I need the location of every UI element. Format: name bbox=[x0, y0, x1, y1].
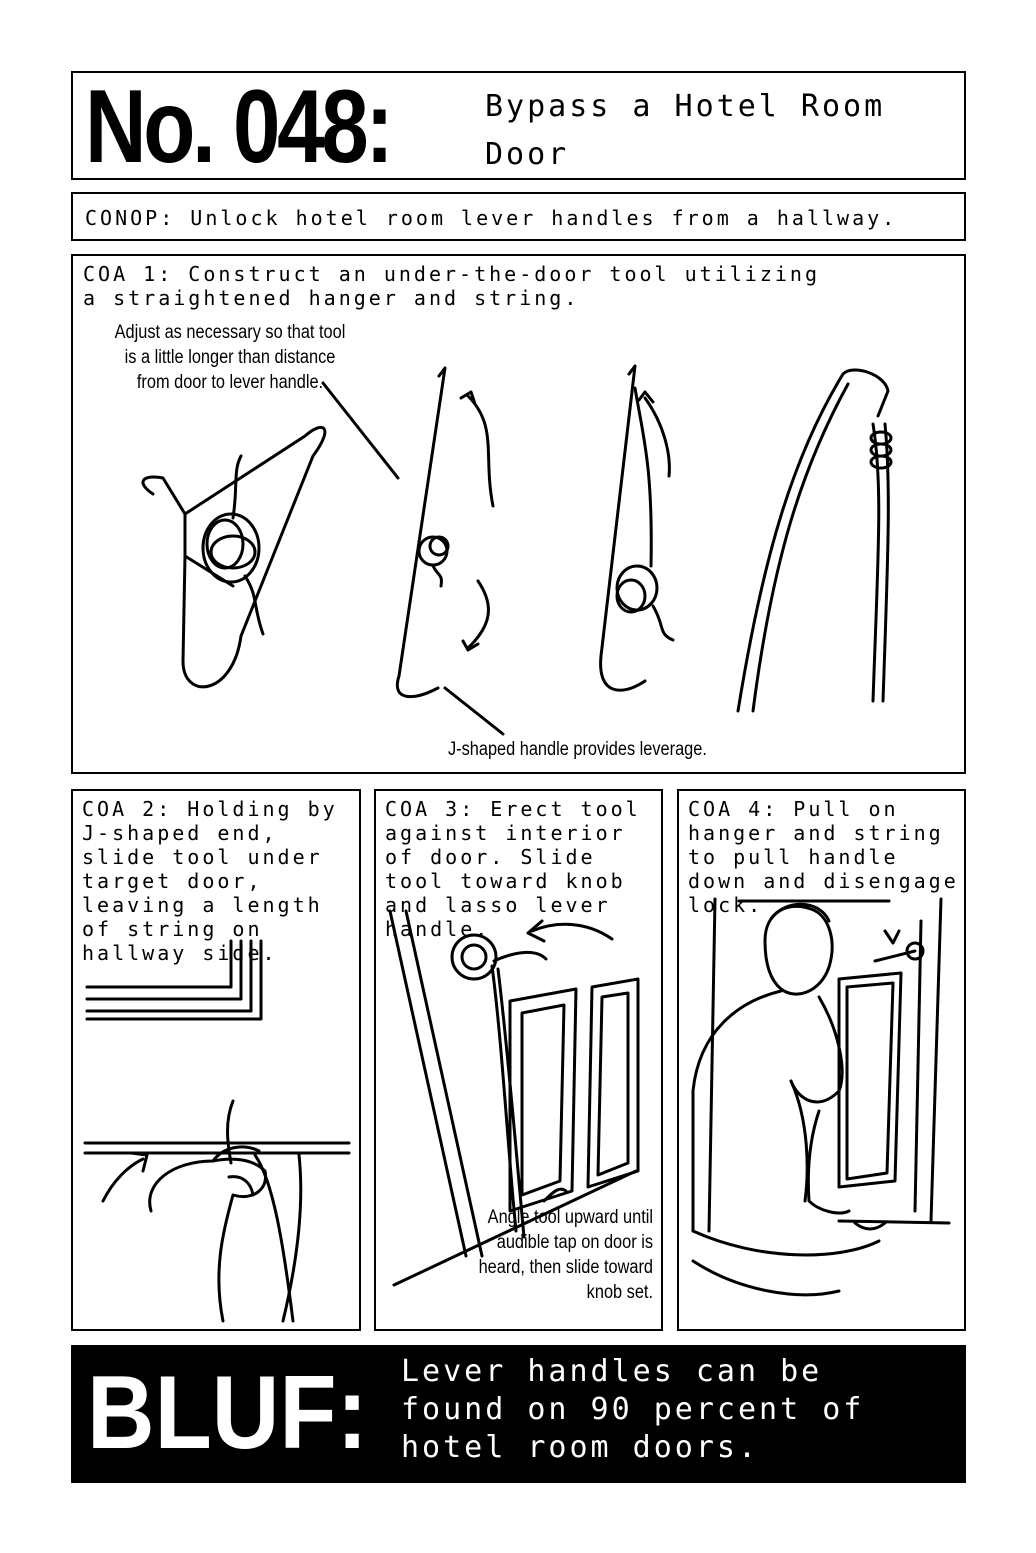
bluf-label: BLUF: bbox=[87, 1355, 368, 1471]
bluf-text: Lever handles can be found on 90 percent of hotel room doors. bbox=[401, 1354, 865, 1465]
coa3-heading: COA 3: Erect tool against interior of door. Slide tool toward knob and lasso lever handle. bbox=[385, 797, 641, 941]
conop-box bbox=[71, 192, 966, 241]
coa2-panel bbox=[71, 789, 361, 1331]
kneeling-man-illustration bbox=[679, 791, 968, 1333]
hanger-illustration bbox=[73, 256, 968, 776]
coa3-caption: Angle tool upward until audible tap on door is heard, then slide toward knob set. bbox=[478, 1207, 653, 1303]
coa1-panel bbox=[71, 254, 966, 774]
hand-illustration bbox=[73, 791, 363, 1333]
bluf-banner bbox=[71, 1345, 966, 1483]
coa1-handle-caption: J-shaped handle provides leverage. bbox=[448, 739, 707, 760]
header-box bbox=[71, 69, 966, 185]
coa4-panel bbox=[677, 789, 966, 1331]
coa2-heading: COA 2: Holding by J-shaped end, slide tool under target door, leaving a length of string on hallway side. bbox=[82, 797, 338, 965]
coa1-adjust-caption: Adjust as necessary so that tool is a little longer than distance from door to lever handle. bbox=[114, 322, 346, 393]
entry-number: No. 048: bbox=[85, 69, 391, 185]
coa1-heading: COA 1: Construct an under-the-door tool utilizing a straightened hanger and string. bbox=[83, 262, 821, 310]
coa3-panel bbox=[374, 789, 663, 1331]
conop-text: CONOP: Unlock hotel room lever handles from a hallway. bbox=[85, 206, 898, 230]
coa4-heading: COA 4: Pull on hanger and string to pull handle down and disengage lock. bbox=[688, 797, 959, 917]
page-title: Bypass a Hotel Room Door bbox=[485, 89, 886, 172]
